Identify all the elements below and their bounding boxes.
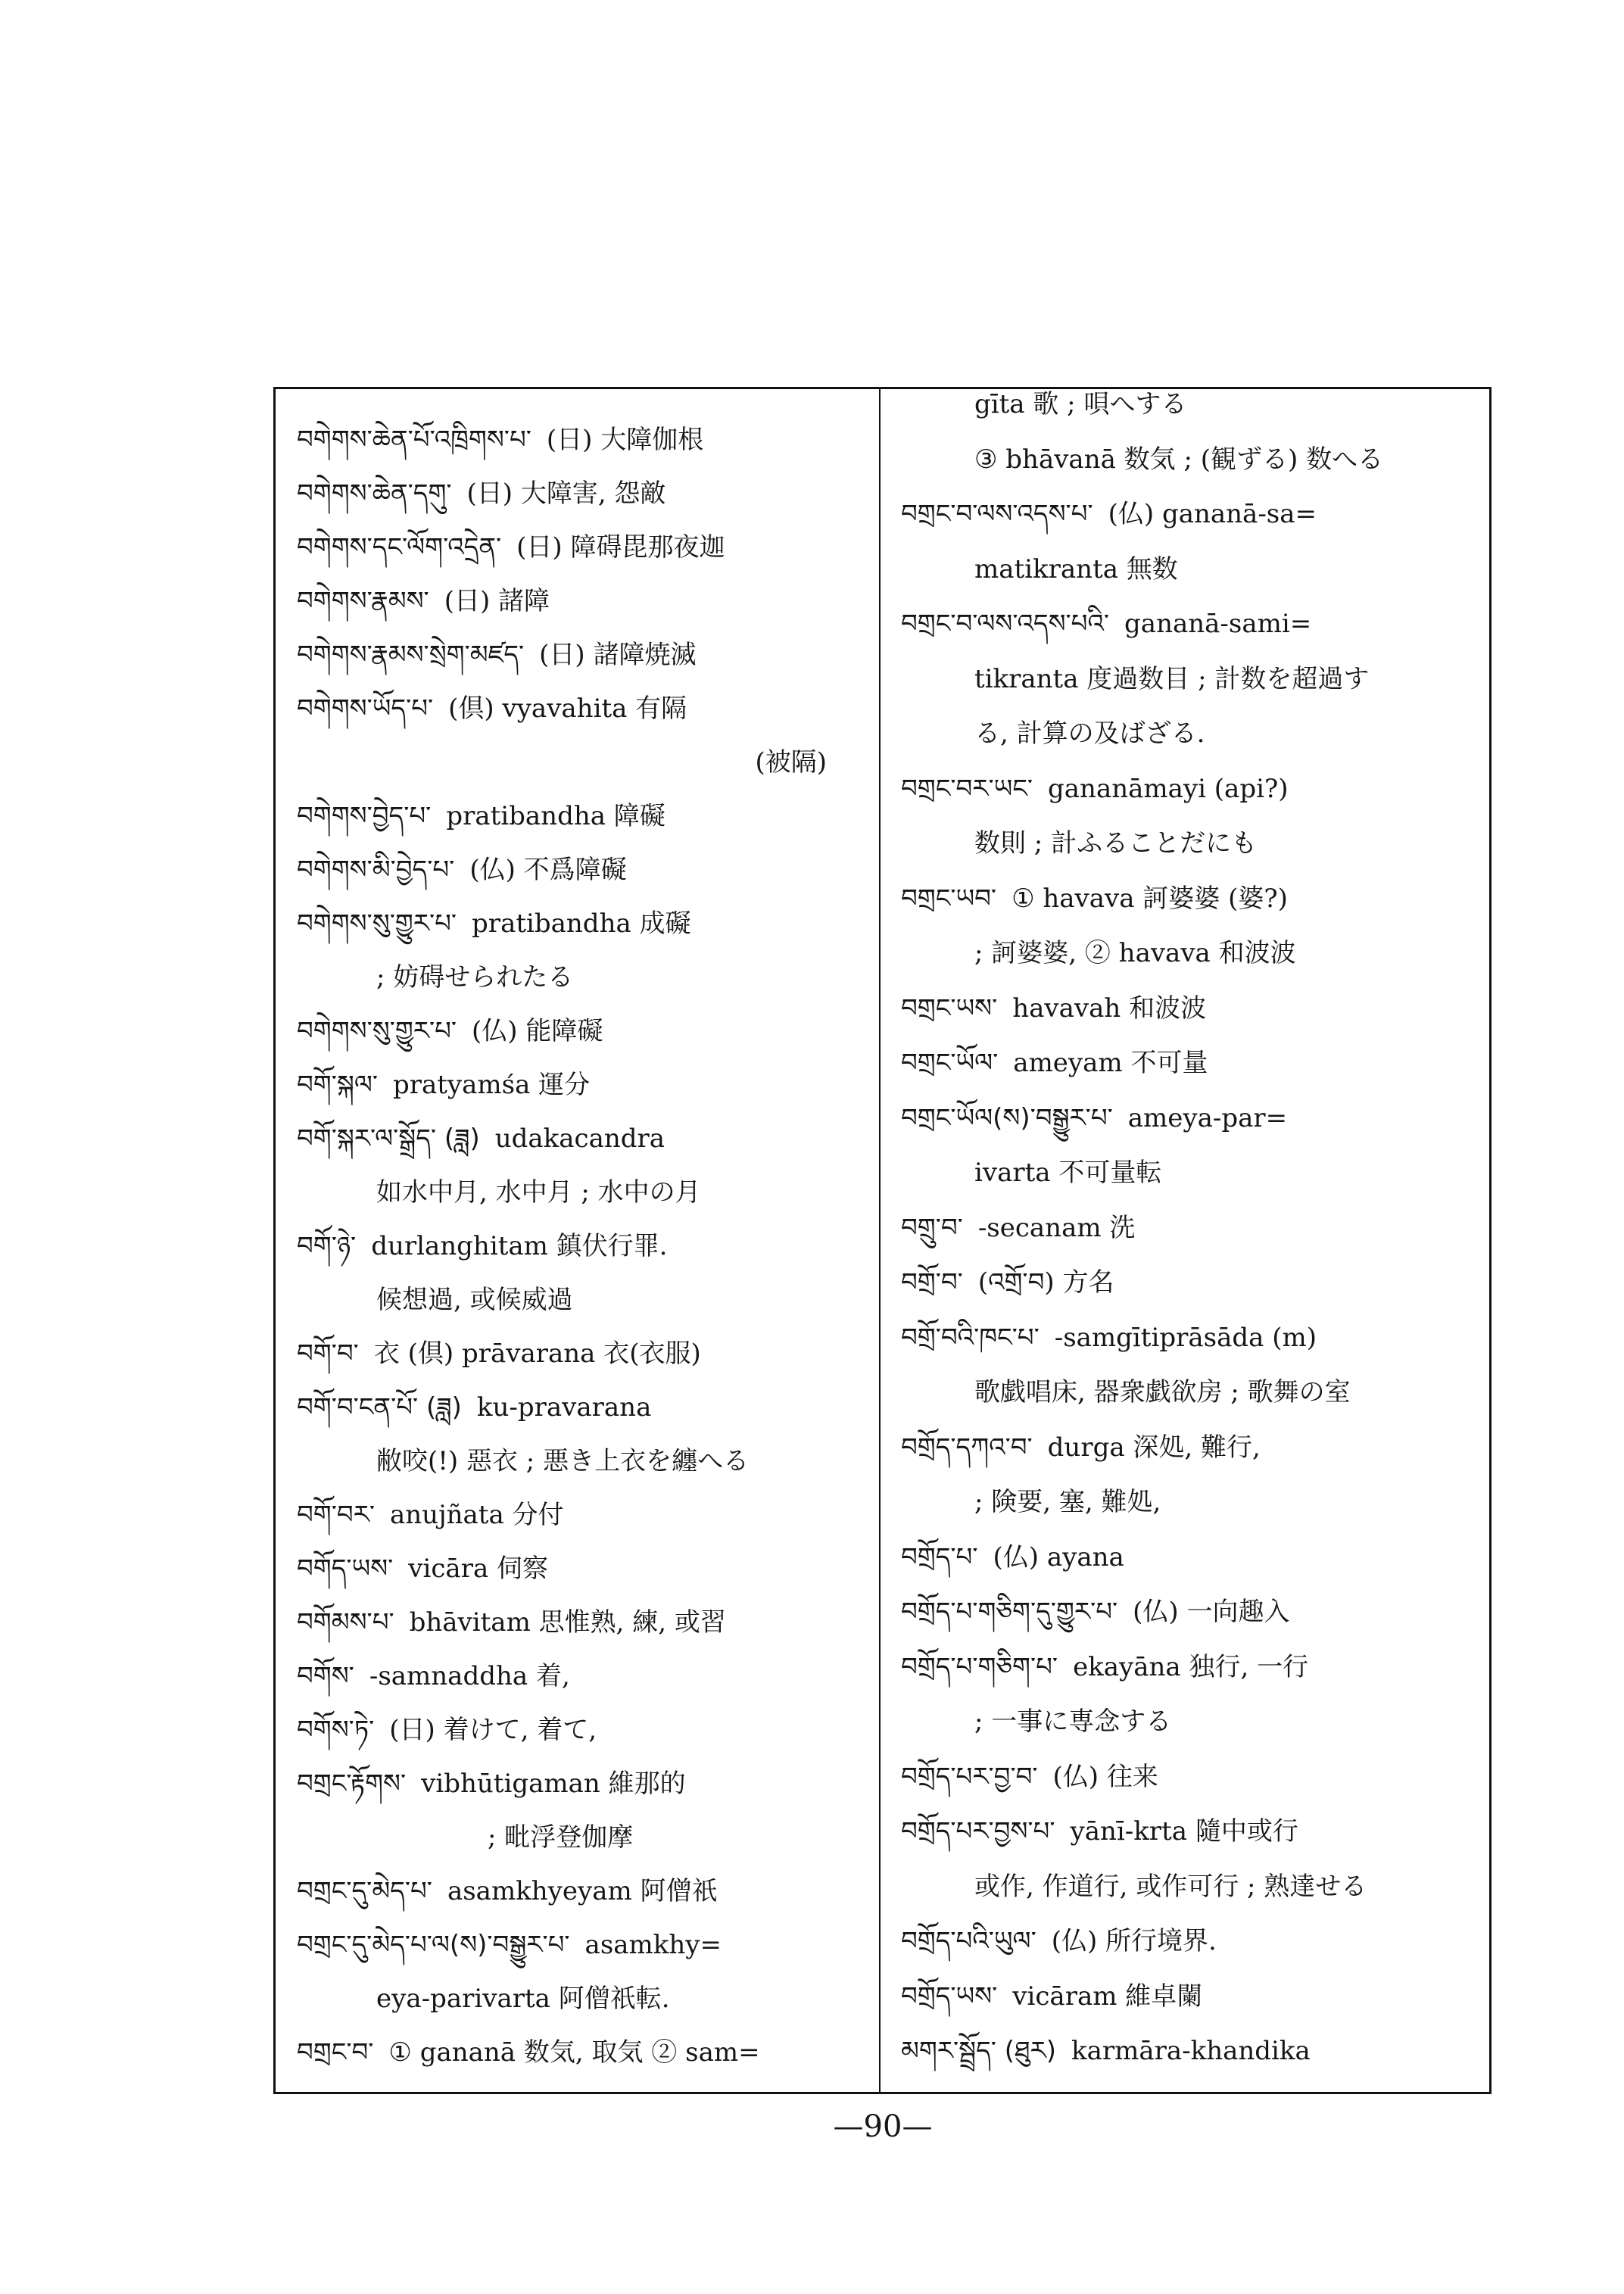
gloss-text: asamkhyeyam 阿僧祇 [447, 1876, 718, 1906]
tibetan-headword: བགེགས་ཆེན་པོ་འཁྲིགས་པ་ [297, 425, 531, 455]
gloss-text: (仏) 往来 [1052, 1761, 1158, 1792]
tibetan-headword: བགོ་སྐལ་ [297, 1070, 378, 1100]
tibetan-headword: བགེགས་སུ་གྱུར་པ་ [297, 909, 457, 939]
gloss-text: (仏) gananā-sa= [1108, 499, 1317, 529]
dictionary-entry [297, 682, 874, 736]
tibetan-headword: བགོ་སྐར་ལ་སྒྲོད་ (ཟླ) [297, 1124, 480, 1154]
continuation-line [901, 816, 1482, 871]
tibetan-headword: བགྲང་བ་ལས་འདས་པའི་ [901, 609, 1110, 639]
dictionary-entry [297, 1488, 874, 1542]
dictionary-entry [297, 1596, 874, 1650]
continuation-line [901, 652, 1482, 707]
tibetan-headword: བགྲང་དུ་མེད་པ་ [297, 1876, 432, 1906]
continuation-line [297, 1972, 874, 2026]
tibetan-headword: བགྲང་བ་ [297, 2037, 374, 2068]
gloss-text: pratibandha 障礙 [446, 801, 665, 831]
gloss-text: (仏) 一向趣入 [1133, 1597, 1290, 1627]
gloss-text: 候想過, 或候威過 [376, 1285, 573, 1315]
gloss-text: -samnaddha 着, [369, 1661, 570, 1691]
gloss-text: (日) 大障害, 怨敵 [466, 478, 666, 509]
tibetan-headword: བགྲོ་བ་ [901, 1267, 963, 1298]
dictionary-entry [901, 1804, 1482, 1859]
gloss-text: (被隔) [755, 747, 827, 778]
tibetan-headword: བགྲོད་པ་ [901, 1541, 978, 1572]
gloss-text: 衣 (倶) prāvarana 衣(衣服) [373, 1339, 701, 1369]
tibetan-headword: བགྲོ་བའི་ཁང་པ་ [901, 1322, 1040, 1353]
gloss-text: 敝咬(!) 惡衣 ; 悪き上衣を纏へる [376, 1446, 750, 1476]
page-number: —90— [833, 2109, 933, 2144]
gloss-text: ameyam 不可量 [1013, 1048, 1208, 1078]
dictionary-entry [297, 790, 874, 843]
gloss-text: ① gananā 数気, 取気 ② sam= [388, 2037, 760, 2068]
continuation-line [297, 1435, 874, 1488]
dictionary-entry [297, 1112, 874, 1166]
gloss-text: pratibandha 成礙 [472, 909, 691, 939]
continuation-line [901, 1145, 1482, 1201]
gloss-text: vicāra 伺察 [408, 1554, 549, 1584]
gloss-text: matikranta 無数 [974, 553, 1178, 584]
tibetan-headword: བགྲང་ཡོལ་ [901, 1048, 999, 1078]
tibetan-headword: བགེགས་སུ་གྱུར་པ་ [297, 1016, 457, 1046]
gloss-text: (日) 諸障 [444, 586, 550, 616]
gloss-text: る, 計算の及ばざる. [974, 718, 1205, 749]
dictionary-entry [297, 413, 874, 467]
dictionary-entry [297, 521, 874, 575]
gloss-text: (日) 着けて, 着て, [389, 1715, 597, 1745]
continuation-line [901, 926, 1482, 981]
tibetan-headword: བགྲང་ཡོལ(ས)་བསྒྱུར་པ་ [901, 1102, 1113, 1133]
gloss-text: gananāmayi (api?) [1048, 773, 1289, 804]
continuation-line [901, 706, 1482, 762]
gloss-text: (仏) ayana [993, 1541, 1124, 1572]
dictionary-entry [901, 487, 1482, 542]
dictionary-entry [297, 467, 874, 521]
gloss-text: gananā-sami= [1124, 609, 1312, 639]
dictionary-entry [901, 1091, 1482, 1146]
gloss-text: ekayāna 独行, 一行 [1073, 1651, 1309, 1682]
tibetan-headword: བགྲོད་པའི་ཡུལ་ [901, 1926, 1036, 1956]
tibetan-headword: བགོ་བ་ [297, 1339, 359, 1369]
dictionary-entry [297, 1703, 874, 1757]
gloss-text: havavah 和波波 [1012, 993, 1207, 1024]
gloss-text: durlanghitam 鎮伏行罪. [371, 1231, 668, 1261]
gloss-text: pratyamśa 運分 [392, 1070, 591, 1100]
gloss-text: -samgītiprāsāda (m) [1054, 1322, 1317, 1353]
tibetan-headword: བགོམས་པ་ [297, 1607, 394, 1638]
dictionary-entry [901, 1640, 1482, 1695]
continuation-line [297, 951, 874, 1005]
dictionary-entry [297, 1918, 874, 1972]
continuation-line [901, 377, 1482, 432]
gloss-text: ; 一事に専念する [974, 1706, 1172, 1737]
tibetan-headword: བགྲོད་པར་བྱ་བ་ [901, 1761, 1038, 1792]
dictionary-entry [901, 1201, 1482, 1256]
dictionary-entry [297, 843, 874, 897]
tibetan-headword: བགོ་ཉེ་ [297, 1231, 357, 1261]
dictionary-entry [901, 762, 1482, 817]
dictionary-entry [297, 897, 874, 951]
continuation-line [297, 736, 874, 790]
continuation-line [901, 1694, 1482, 1750]
continuation-line [901, 432, 1482, 488]
continuation-line [901, 542, 1482, 597]
tibetan-headword: བགོད་ཡས་ [297, 1554, 394, 1584]
gloss-text: yānī-krta 隨中或行 [1070, 1816, 1298, 1847]
tibetan-headword: བགྲོད་པར་བྱས་པ་ [901, 1816, 1055, 1847]
tibetan-headword: བགོས་ཏེ་ [297, 1715, 375, 1745]
dictionary-entry [901, 1530, 1482, 1585]
tibetan-headword: བགེགས་རྣམས་སྲེག་མཛད་ [297, 640, 525, 670]
dictionary-entry [297, 1542, 874, 1596]
gloss-text: eya-parivarta 阿僧祇転. [376, 1984, 670, 2014]
gloss-text: karmāra-khandika [1071, 2036, 1311, 2066]
dictionary-entry [901, 1585, 1482, 1640]
gloss-text: tikranta 度過数目 ; 計数を超過す [974, 663, 1370, 694]
dictionary-entry [901, 1969, 1482, 2024]
tibetan-headword: བགྲོད་པ་གཅིག་པ་ [901, 1651, 1058, 1682]
dictionary-entry [297, 1327, 874, 1381]
continuation-line [901, 1475, 1482, 1530]
continuation-line [901, 1859, 1482, 1915]
tibetan-headword: བགེགས་རྣམས་ [297, 586, 429, 616]
tibetan-headword: བགྲོད་ཡས་ [901, 1981, 998, 2012]
dictionary-entry [901, 871, 1482, 927]
gloss-text: (日) 大障伽根 [546, 425, 704, 455]
gloss-text: (倶) vyavahita 有隔 [448, 693, 687, 724]
gloss-text: vibhūtigaman 維那的 [421, 1769, 686, 1799]
gloss-text: ; 毗浮登伽摩 [488, 1822, 634, 1853]
dictionary-entry [297, 1381, 874, 1435]
continuation-line [297, 1166, 874, 1220]
dictionary-entry [297, 1005, 874, 1058]
gloss-text: ① havava 訶婆婆 (婆?) [1011, 883, 1288, 914]
gloss-text: 如水中月, 水中月 ; 水中の月 [376, 1177, 701, 1208]
tibetan-headword: བགེགས་མི་བྱེད་པ་ [297, 855, 455, 885]
dictionary-entry [297, 2026, 874, 2080]
tibetan-headword: བགྲུ་བ་ [901, 1212, 963, 1243]
continuation-line [297, 1811, 874, 1865]
gloss-text: ③ bhāvanā 数気 ; (観ずる) 数へる [974, 444, 1384, 475]
gloss-text: udakacandra [494, 1124, 665, 1154]
column-divider [879, 387, 881, 2094]
dictionary-entry [901, 1311, 1482, 1366]
gloss-text: vicāram 維卓闌 [1012, 1981, 1203, 2012]
dictionary-entry [297, 1865, 874, 1918]
dictionary-entry [901, 2024, 1482, 2079]
gloss-text: (仏) 所行境界. [1051, 1926, 1217, 1956]
gloss-text: anujñata 分付 [390, 1500, 564, 1530]
gloss-text: ; 訶婆婆, ② havava 和波波 [974, 938, 1296, 968]
tibetan-headword: མགར་སྦྲོད་ (ཐུར) [901, 2036, 1056, 2066]
tibetan-headword: བགྲོད་དཀའ་བ་ [901, 1432, 1033, 1463]
tibetan-headword: བགྲང་བ་ལས་འདས་པ་ [901, 499, 1093, 529]
dictionary-entry [297, 1757, 874, 1811]
gloss-text: ameya-par= [1127, 1102, 1288, 1133]
gloss-text: asamkhy= [584, 1930, 722, 1960]
tibetan-headword: བགྲང་རྟོགས་ [297, 1769, 407, 1799]
dictionary-entry [901, 1750, 1482, 1805]
tibetan-headword: བགྲང་ཡས་ [901, 993, 998, 1024]
gloss-text: 数則 ; 計ふることだにも [974, 828, 1258, 859]
gloss-text: -secanam 洗 [977, 1212, 1136, 1243]
gloss-text: ; 険要, 塞, 難処, [974, 1487, 1161, 1517]
dictionary-entry [901, 1036, 1482, 1091]
dictionary-entry [901, 1255, 1482, 1311]
gloss-text: ivarta 不可量転 [974, 1158, 1162, 1188]
dictionary-entry [901, 1914, 1482, 1969]
gloss-text: (日) 諸障焼滅 [539, 640, 697, 670]
gloss-text: (仏) 能障礙 [472, 1016, 603, 1046]
tibetan-headword: བགྲང་དུ་མེད་པ་ལ(ས)་བསྒྱུར་པ་ [297, 1930, 570, 1960]
tibetan-headword: བགེགས་དང་ལོག་འདྲེན་ [297, 532, 502, 563]
tibetan-headword: བགེགས་ཡོད་པ་ [297, 693, 434, 724]
continuation-line [901, 1365, 1482, 1420]
gloss-text: 歌戯唱床, 器衆戯欲房 ; 歌舞の室 [974, 1377, 1351, 1407]
gloss-text: bhāvitam 思惟熟, 練, 或習 [409, 1607, 726, 1638]
gloss-text: (日) 障碍毘那夜迦 [516, 532, 725, 563]
gloss-text: gīta 歌 ; 唄へする [974, 389, 1187, 419]
dictionary-entry [297, 628, 874, 682]
gloss-text: durga 深処, 難行, [1047, 1432, 1261, 1463]
gloss-text: (仏) 不爲障礙 [469, 855, 627, 885]
dictionary-entry [297, 575, 874, 628]
gloss-text: 或作, 作道行, 或作可行 ; 熟達せる [974, 1871, 1367, 1902]
tibetan-headword: བགོས་ [297, 1661, 354, 1691]
gloss-text: ku-pravarana [476, 1392, 652, 1423]
dictionary-entry [901, 981, 1482, 1036]
dictionary-entry [901, 1420, 1482, 1476]
dictionary-entry [297, 1220, 874, 1273]
tibetan-headword: བགེགས་ཆེན་དགུ་ [297, 478, 452, 509]
tibetan-headword: བགེགས་བྱེད་པ་ [297, 801, 432, 831]
left-column [297, 413, 874, 2080]
tibetan-headword: བགོ་བ་ངན་པོ་ (ཟླ) [297, 1392, 462, 1423]
right-column [901, 377, 1482, 2079]
dictionary-entry [297, 1058, 874, 1112]
dictionary-entry [901, 597, 1482, 652]
dictionary-entry [297, 1650, 874, 1703]
gloss-text: (འགྲོ་བ) 方名 [977, 1267, 1114, 1298]
tibetan-headword: བགྲང་ཡབ་ [901, 883, 997, 914]
tibetan-headword: བགྲོད་པ་གཅིག་དུ་གྱུར་པ་ [901, 1597, 1118, 1627]
gloss-text: ; 妨碍せられたる [376, 962, 574, 993]
tibetan-headword: བགྲང་བར་ཡང་ [901, 773, 1033, 804]
tibetan-headword: བགོ་བར་ [297, 1500, 375, 1530]
continuation-line [297, 1273, 874, 1327]
